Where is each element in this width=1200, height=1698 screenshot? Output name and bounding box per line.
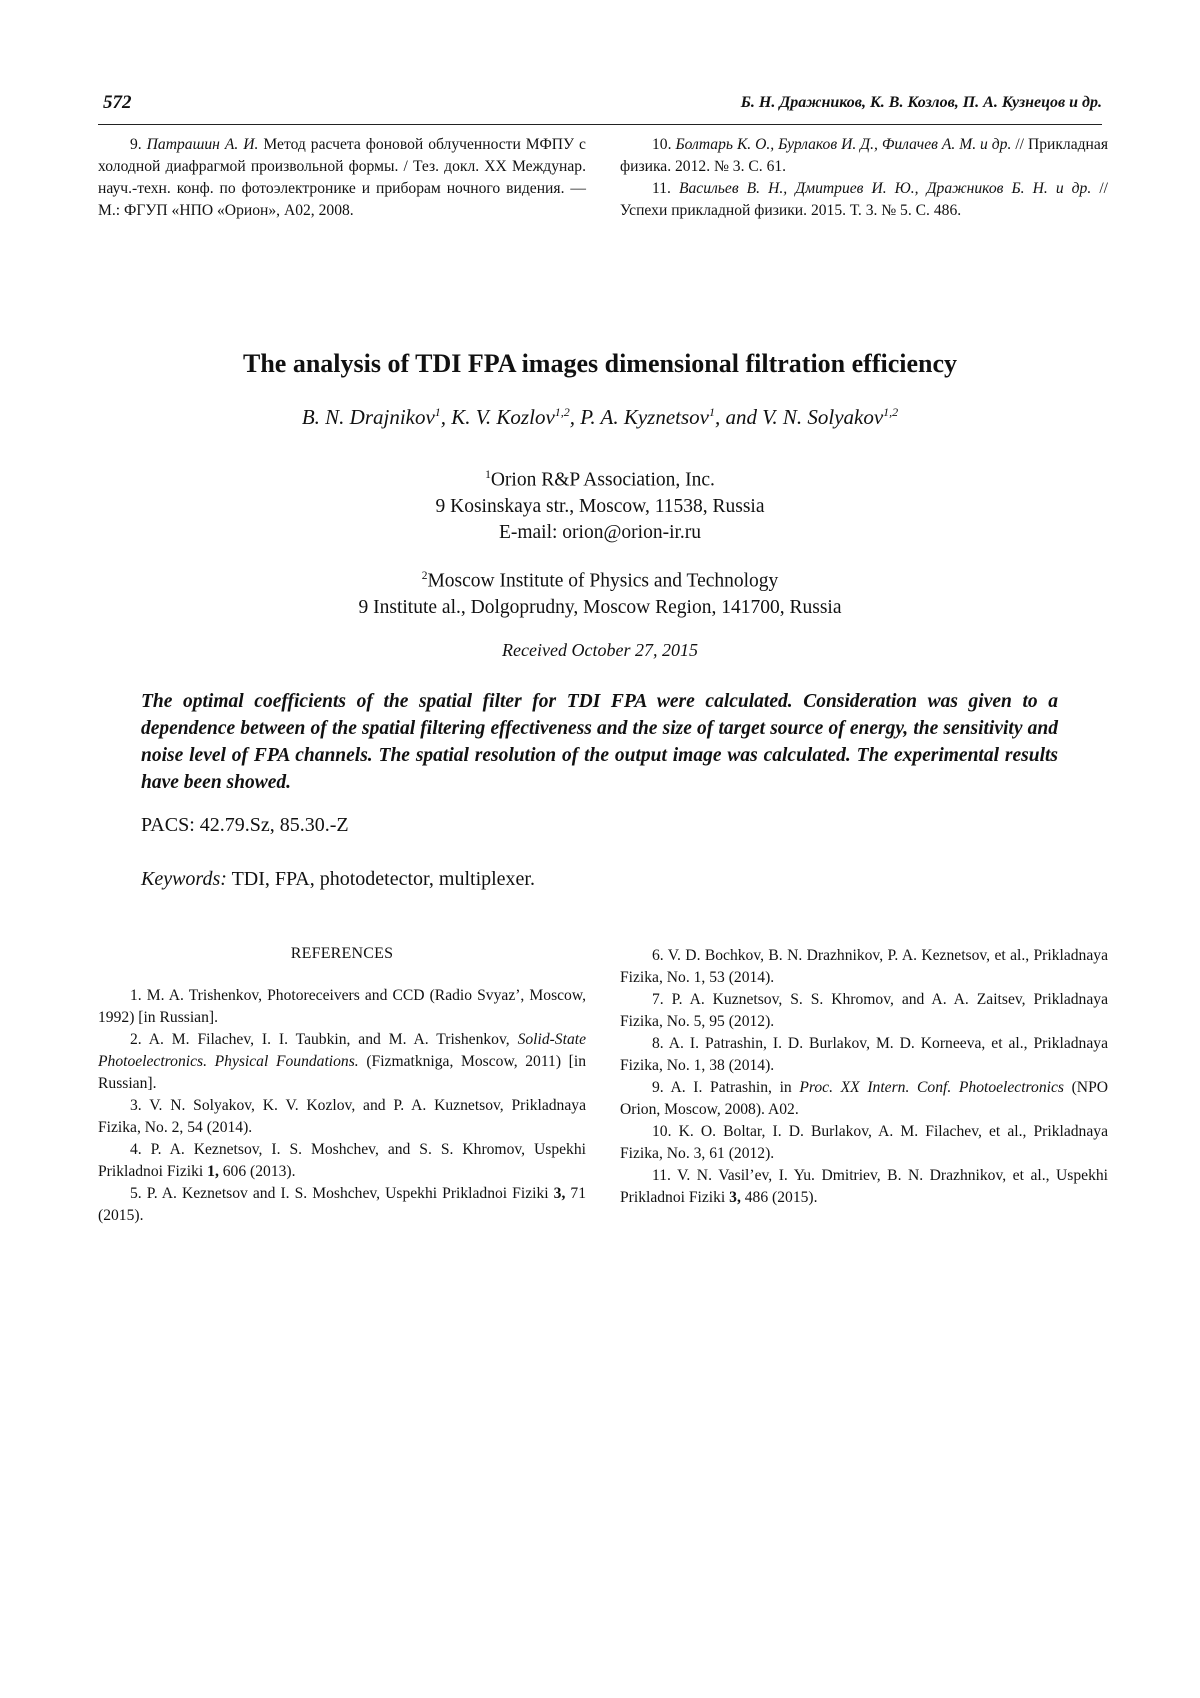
references-right	[620, 945, 1108, 1209]
article-title: The analysis of TDI FPA images dimensional filtration efficiency	[242, 349, 958, 378]
affiliation-1	[0, 462, 1200, 546]
author-affiliation-mark: 1,2	[554, 405, 570, 419]
affiliation-address: 9 Institute al., Dolgoprudny, Moscow Region, 141700, Russia	[358, 596, 842, 618]
reference-item	[98, 1183, 586, 1227]
affiliation-mark: 1	[485, 469, 491, 481]
reference-item	[620, 1033, 1108, 1077]
reference-text: 71 (2015).	[98, 1185, 586, 1224]
reference-text: 606 (2013).	[218, 1163, 296, 1180]
header-rule	[98, 124, 1102, 125]
author-affiliation-mark: 1,2	[883, 405, 899, 419]
reference-number: 11.	[652, 180, 671, 197]
reference-authors: Васильев В. Н., Дмитриев И. Ю., Дражников Б. Н. и др.	[678, 180, 1092, 197]
reference-text: // Успехи прикладной физики. 2015. Т. 3. № 5. С. 486.	[620, 180, 1108, 219]
reference-text: (Fizmatkniga, Moscow, 2011) [in Russian].	[98, 1053, 586, 1092]
reference-item	[98, 1029, 586, 1095]
reference-item	[620, 1165, 1108, 1209]
reference-authors: Болтарь К. О., Бурлаков И. Д., Филачев А. М. и др.	[675, 136, 1012, 153]
reference-text: 10. K. O. Boltar, I. D. Burlakov, A. M. Filachev, et al., Prikladnaya Fizika, No. 3, 61 (2012).	[620, 1123, 1108, 1162]
reference-text: 486 (2015).	[740, 1189, 818, 1206]
reference-volume: 3,	[553, 1185, 566, 1202]
author-affiliation-mark: 1	[434, 405, 441, 419]
affiliation-name: Moscow Institute of Physics and Technology	[427, 570, 779, 592]
page-number: 572	[103, 92, 132, 113]
affiliation-address: 9 Kosinskaya str., Moscow, 11538, Russia	[435, 495, 765, 517]
reference-text: (NPO Orion, Moscow, 2008). A02.	[620, 1079, 1109, 1118]
reference-item	[620, 178, 1108, 222]
reference-text: 3. V. N. Solyakov, K. V. Kozlov, and P. A. Kuznetsov, Prikladnaya Fizika, No. 2, 54 (2014).	[98, 1097, 586, 1136]
reference-item	[98, 1095, 586, 1139]
author-name: V. N. Solyakov	[762, 405, 884, 429]
top-references-left	[98, 134, 586, 222]
keywords	[141, 868, 535, 891]
reference-number: 9.	[130, 136, 142, 153]
reference-text: Метод расчета фоновой облученности МФПУ с холодной диафрагмой произвольной формы. / Тез. докл. XX Междунар. науч.-техн. конф. по фотоэлектронике и приборам ночного видения. — М.: ФГУП «НПО «Орион», А02, 2008.	[98, 136, 586, 219]
abstract: The optimal coefficients of the spatial filter for TDI FPA were calculated. Consideration was given to a dependence between of the spatial filtering effectiveness and the size of target source of energy, the sensitivity and noise level of FPA channels. The spatial resolution of the output image was calculated. The experimental results have been showed.	[141, 691, 1058, 793]
reference-text: 4. P. A. Keznetsov, I. S. Moshchev, and S. S. Khromov, Uspekhi Prikladnoi Fiziki	[98, 1141, 586, 1180]
reference-volume: 3,	[729, 1189, 741, 1206]
author-name: B. N. Drajnikov	[301, 405, 435, 429]
keywords-label: Keywords:	[141, 868, 227, 890]
reference-text: 7. P. A. Kuznetsov, S. S. Khromov, and A. A. Zaitsev, Prikladnaya Fizika, No. 5, 95 (2012).	[620, 991, 1108, 1030]
reference-item	[620, 989, 1108, 1033]
reference-text: // Прикладная физика. 2012. № 3. С. 61.	[620, 136, 1108, 175]
affiliation-mark: 2	[421, 570, 428, 582]
author-list	[0, 405, 1200, 430]
reference-text: 9. A. I. Patrashin, in	[652, 1079, 800, 1096]
reference-title-italic: Solid-State Photoelectronics. Physical Foundations.	[98, 1031, 586, 1070]
reference-item	[98, 985, 586, 1029]
author-name: K. V. Kozlov	[451, 405, 555, 429]
author-name: P. A. Kyznetsov	[580, 405, 709, 429]
reference-item	[620, 134, 1108, 178]
reference-number: 10.	[652, 136, 672, 153]
reference-text: 1. M. A. Trishenkov, Photoreceivers and CCD (Radio Svyaz’, Moscow, 1992) [in Russian].	[98, 987, 586, 1026]
affiliation-email: E-mail: orion@orion-ir.ru	[498, 521, 702, 543]
reference-text: 8. A. I. Patrashin, I. D. Burlakov, M. D. Korneeva, et al., Prikladnaya Fizika, No. 1, 38 (2014).	[620, 1035, 1108, 1074]
author-separator: ,	[569, 405, 581, 429]
reference-text: 11. V. N. Vasil’ev, I. Yu. Dmitriev, B. N. Drazhnikov, et al., Uspekhi Prikladnoi Fiziki	[620, 1167, 1108, 1206]
author-separator: , and	[714, 405, 763, 429]
affiliation-2	[0, 563, 1200, 621]
reference-text: 5. P. A. Keznetsov and I. S. Moshchev, Uspekhi Prikladnoi Fiziki	[130, 1185, 554, 1202]
reference-item	[98, 1139, 586, 1183]
reference-text: 6. V. D. Bochkov, B. N. Drazhnikov, P. A. Keznetsov, et al., Prikladnaya Fizika, No. 1, 53 (2014).	[620, 947, 1108, 986]
running-head: Б. Н. Дражников, К. В. Козлов, П. А. Кузнецов и др.	[740, 94, 1102, 111]
reference-item	[98, 134, 586, 222]
author-separator: ,	[440, 405, 452, 429]
reference-item	[620, 945, 1108, 989]
pacs-codes: PACS: 42.79.Sz, 85.30.-Z	[141, 814, 349, 836]
reference-item	[620, 1121, 1108, 1165]
references-left	[98, 945, 586, 1227]
received-date: Received October 27, 2015	[502, 640, 698, 660]
author-affiliation-mark: 1	[708, 405, 715, 419]
reference-authors: Патрашин А. И.	[146, 136, 259, 153]
references-heading: REFERENCES	[290, 945, 394, 962]
keywords-text: TDI, FPA, photodetector, multiplexer.	[231, 868, 535, 890]
reference-text: 2. A. M. Filachev, I. I. Taubkin, and M. A. Trishenkov,	[130, 1031, 518, 1048]
top-references-right	[620, 134, 1108, 222]
reference-volume: 1,	[207, 1163, 219, 1180]
affiliation-name: Orion R&P Association, Inc.	[490, 469, 715, 491]
reference-title-italic: Proc. XX Intern. Conf. Photoelectronics	[799, 1079, 1064, 1096]
reference-item	[620, 1077, 1108, 1121]
